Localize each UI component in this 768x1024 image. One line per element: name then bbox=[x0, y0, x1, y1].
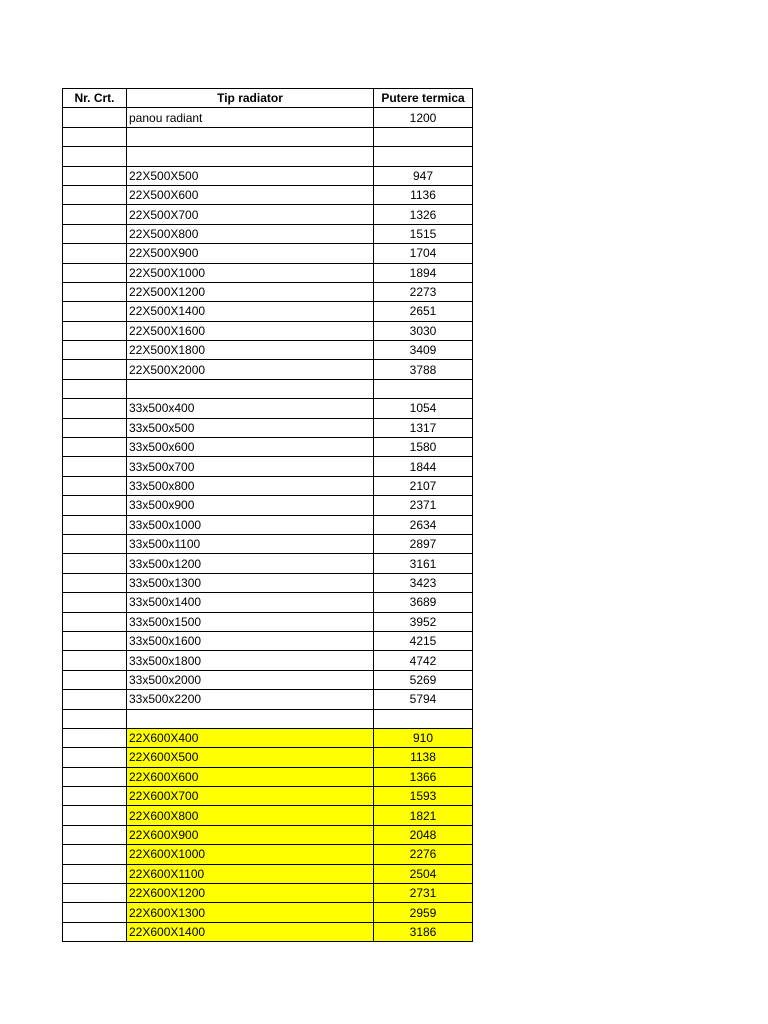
table-row bbox=[63, 321, 473, 340]
cell-nr-crt[interactable] bbox=[63, 651, 127, 670]
cell-nr-crt[interactable] bbox=[63, 205, 127, 224]
table-row bbox=[63, 360, 473, 379]
table-row bbox=[63, 903, 473, 922]
cell-tip-radiator[interactable]: 22X500X700 bbox=[127, 205, 374, 224]
cell-tip-radiator[interactable]: 22X500X600 bbox=[127, 185, 374, 204]
cell-putere-termica[interactable] bbox=[374, 379, 473, 398]
table-row bbox=[63, 224, 473, 243]
cell-nr-crt[interactable] bbox=[63, 767, 127, 786]
cell-tip-radiator[interactable]: 33x500x1200 bbox=[127, 554, 374, 573]
cell-nr-crt[interactable] bbox=[63, 748, 127, 767]
cell-tip-radiator[interactable]: 22X600X1200 bbox=[127, 884, 374, 903]
table-row bbox=[63, 476, 473, 495]
cell-putere-termica[interactable]: 2371 bbox=[374, 496, 473, 515]
cell-nr-crt[interactable] bbox=[63, 244, 127, 263]
cell-tip-radiator[interactable]: 22X600X900 bbox=[127, 825, 374, 844]
cell-tip-radiator[interactable]: 33x500x400 bbox=[127, 399, 374, 418]
cell-putere-termica[interactable]: 1138 bbox=[374, 748, 473, 767]
cell-nr-crt[interactable] bbox=[63, 670, 127, 689]
cell-putere-termica[interactable]: 1054 bbox=[374, 399, 473, 418]
cell-putere-termica[interactable]: 3423 bbox=[374, 573, 473, 592]
cell-tip-radiator[interactable]: 22X600X1100 bbox=[127, 864, 374, 883]
cell-nr-crt[interactable] bbox=[63, 709, 127, 728]
cell-putere-termica[interactable]: 3409 bbox=[374, 341, 473, 360]
cell-putere-termica[interactable]: 2897 bbox=[374, 534, 473, 553]
table-row bbox=[63, 418, 473, 437]
cell-tip-radiator[interactable] bbox=[127, 379, 374, 398]
cell-tip-radiator[interactable]: 22X600X1300 bbox=[127, 903, 374, 922]
cell-tip-radiator[interactable]: 22X500X1000 bbox=[127, 263, 374, 282]
cell-tip-radiator[interactable]: 22X500X1800 bbox=[127, 341, 374, 360]
cell-nr-crt[interactable] bbox=[63, 166, 127, 185]
cell-nr-crt[interactable] bbox=[63, 263, 127, 282]
table-row bbox=[63, 534, 473, 553]
cell-putere-termica[interactable]: 1704 bbox=[374, 244, 473, 263]
cell-tip-radiator[interactable]: panou radiant bbox=[127, 108, 374, 127]
cell-nr-crt[interactable] bbox=[63, 922, 127, 941]
cell-putere-termica[interactable] bbox=[374, 147, 473, 166]
cell-nr-crt[interactable] bbox=[63, 612, 127, 631]
header-nr-crt[interactable]: Nr. Crt. bbox=[63, 89, 127, 108]
cell-tip-radiator[interactable]: 33x500x1400 bbox=[127, 593, 374, 612]
cell-tip-radiator[interactable]: 22X600X1400 bbox=[127, 922, 374, 941]
cell-putere-termica[interactable]: 1326 bbox=[374, 205, 473, 224]
cell-tip-radiator[interactable]: 22X600X800 bbox=[127, 806, 374, 825]
cell-nr-crt[interactable] bbox=[63, 903, 127, 922]
table-row bbox=[63, 631, 473, 650]
cell-putere-termica[interactable]: 1366 bbox=[374, 767, 473, 786]
cell-putere-termica[interactable]: 3186 bbox=[374, 922, 473, 941]
table-row bbox=[63, 690, 473, 709]
cell-nr-crt[interactable] bbox=[63, 457, 127, 476]
cell-putere-termica[interactable] bbox=[374, 709, 473, 728]
cell-nr-crt[interactable] bbox=[63, 573, 127, 592]
cell-nr-crt[interactable] bbox=[63, 341, 127, 360]
cell-putere-termica[interactable]: 2273 bbox=[374, 282, 473, 301]
table-row bbox=[63, 787, 473, 806]
table-row bbox=[63, 166, 473, 185]
cell-putere-termica[interactable]: 3788 bbox=[374, 360, 473, 379]
cell-tip-radiator[interactable]: 33x500x1100 bbox=[127, 534, 374, 553]
cell-tip-radiator[interactable]: 33x500x1500 bbox=[127, 612, 374, 631]
cell-putere-termica[interactable]: 1317 bbox=[374, 418, 473, 437]
cell-putere-termica[interactable]: 5269 bbox=[374, 670, 473, 689]
cell-nr-crt[interactable] bbox=[63, 534, 127, 553]
cell-tip-radiator[interactable]: 33x500x2000 bbox=[127, 670, 374, 689]
table-row bbox=[63, 341, 473, 360]
cell-nr-crt[interactable] bbox=[63, 884, 127, 903]
cell-nr-crt[interactable] bbox=[63, 185, 127, 204]
cell-nr-crt[interactable] bbox=[63, 515, 127, 534]
cell-tip-radiator[interactable]: 33x500x2200 bbox=[127, 690, 374, 709]
cell-nr-crt[interactable] bbox=[63, 825, 127, 844]
table-row bbox=[63, 554, 473, 573]
table-row bbox=[63, 282, 473, 301]
table-row bbox=[63, 496, 473, 515]
table-row bbox=[63, 728, 473, 747]
cell-putere-termica[interactable]: 1821 bbox=[374, 806, 473, 825]
cell-nr-crt[interactable] bbox=[63, 806, 127, 825]
table-row bbox=[63, 845, 473, 864]
cell-nr-crt[interactable] bbox=[63, 399, 127, 418]
cell-nr-crt[interactable] bbox=[63, 864, 127, 883]
cell-tip-radiator[interactable]: 33x500x1000 bbox=[127, 515, 374, 534]
spreadsheet bbox=[62, 88, 472, 942]
cell-putere-termica[interactable]: 2959 bbox=[374, 903, 473, 922]
cell-putere-termica[interactable]: 2731 bbox=[374, 884, 473, 903]
cell-putere-termica[interactable]: 2048 bbox=[374, 825, 473, 844]
cell-tip-radiator[interactable]: 22X500X500 bbox=[127, 166, 374, 185]
cell-putere-termica[interactable]: 4742 bbox=[374, 651, 473, 670]
cell-putere-termica[interactable]: 3161 bbox=[374, 554, 473, 573]
cell-tip-radiator[interactable]: 22X500X1400 bbox=[127, 302, 374, 321]
cell-tip-radiator[interactable] bbox=[127, 147, 374, 166]
table-row bbox=[63, 147, 473, 166]
cell-nr-crt[interactable] bbox=[63, 147, 127, 166]
cell-nr-crt[interactable] bbox=[63, 476, 127, 495]
cell-nr-crt[interactable] bbox=[63, 845, 127, 864]
cell-tip-radiator[interactable]: 22X600X1000 bbox=[127, 845, 374, 864]
table-row bbox=[63, 922, 473, 941]
table-row bbox=[63, 263, 473, 282]
cell-putere-termica[interactable]: 1844 bbox=[374, 457, 473, 476]
table-row bbox=[63, 864, 473, 883]
header-row bbox=[63, 89, 473, 108]
cell-putere-termica[interactable]: 1136 bbox=[374, 185, 473, 204]
cell-nr-crt[interactable] bbox=[63, 631, 127, 650]
cell-putere-termica[interactable]: 2107 bbox=[374, 476, 473, 495]
cell-putere-termica[interactable]: 3689 bbox=[374, 593, 473, 612]
cell-putere-termica[interactable]: 4215 bbox=[374, 631, 473, 650]
cell-tip-radiator[interactable]: 33x500x900 bbox=[127, 496, 374, 515]
cell-tip-radiator[interactable]: 33x500x1300 bbox=[127, 573, 374, 592]
cell-tip-radiator[interactable]: 33x500x1600 bbox=[127, 631, 374, 650]
cell-nr-crt[interactable] bbox=[63, 593, 127, 612]
cell-tip-radiator[interactable] bbox=[127, 709, 374, 728]
cell-nr-crt[interactable] bbox=[63, 321, 127, 340]
cell-putere-termica[interactable]: 1894 bbox=[374, 263, 473, 282]
table-row bbox=[63, 302, 473, 321]
cell-tip-radiator[interactable]: 22X500X900 bbox=[127, 244, 374, 263]
table-row bbox=[63, 438, 473, 457]
radiator-table bbox=[62, 88, 473, 942]
table-row bbox=[63, 185, 473, 204]
cell-putere-termica[interactable] bbox=[374, 127, 473, 146]
cell-tip-radiator[interactable]: 22X500X1600 bbox=[127, 321, 374, 340]
cell-putere-termica[interactable]: 3030 bbox=[374, 321, 473, 340]
table-row bbox=[63, 670, 473, 689]
cell-putere-termica[interactable]: 2504 bbox=[374, 864, 473, 883]
cell-putere-termica[interactable]: 5794 bbox=[374, 690, 473, 709]
table-row bbox=[63, 593, 473, 612]
table-row bbox=[63, 457, 473, 476]
table-row bbox=[63, 709, 473, 728]
cell-nr-crt[interactable] bbox=[63, 302, 127, 321]
table-row bbox=[63, 806, 473, 825]
cell-nr-crt[interactable] bbox=[63, 127, 127, 146]
cell-nr-crt[interactable] bbox=[63, 379, 127, 398]
cell-tip-radiator[interactable]: 22X600X600 bbox=[127, 767, 374, 786]
cell-nr-crt[interactable] bbox=[63, 554, 127, 573]
table-row bbox=[63, 573, 473, 592]
table-row bbox=[63, 884, 473, 903]
cell-tip-radiator[interactable]: 22X500X2000 bbox=[127, 360, 374, 379]
cell-nr-crt[interactable] bbox=[63, 496, 127, 515]
cell-tip-radiator[interactable]: 33x500x700 bbox=[127, 457, 374, 476]
cell-putere-termica[interactable]: 947 bbox=[374, 166, 473, 185]
table-row bbox=[63, 748, 473, 767]
table-row bbox=[63, 379, 473, 398]
cell-tip-radiator[interactable]: 22X600X500 bbox=[127, 748, 374, 767]
cell-tip-radiator[interactable]: 33x500x600 bbox=[127, 438, 374, 457]
header-putere-termica[interactable]: Putere termica bbox=[374, 89, 473, 108]
table-body bbox=[63, 108, 473, 942]
cell-tip-radiator[interactable]: 33x500x800 bbox=[127, 476, 374, 495]
cell-tip-radiator[interactable]: 22X600X400 bbox=[127, 728, 374, 747]
cell-tip-radiator[interactable] bbox=[127, 127, 374, 146]
cell-nr-crt[interactable] bbox=[63, 282, 127, 301]
cell-putere-termica[interactable]: 910 bbox=[374, 728, 473, 747]
table-row bbox=[63, 205, 473, 224]
cell-nr-crt[interactable] bbox=[63, 108, 127, 127]
cell-tip-radiator[interactable]: 22X600X700 bbox=[127, 787, 374, 806]
cell-nr-crt[interactable] bbox=[63, 438, 127, 457]
table-row bbox=[63, 825, 473, 844]
cell-nr-crt[interactable] bbox=[63, 787, 127, 806]
table-row bbox=[63, 767, 473, 786]
cell-tip-radiator[interactable]: 33x500x1800 bbox=[127, 651, 374, 670]
table-row bbox=[63, 399, 473, 418]
cell-putere-termica[interactable]: 1515 bbox=[374, 224, 473, 243]
table-row bbox=[63, 515, 473, 534]
table-row bbox=[63, 612, 473, 631]
table-row bbox=[63, 651, 473, 670]
cell-nr-crt[interactable] bbox=[63, 418, 127, 437]
cell-putere-termica[interactable]: 3952 bbox=[374, 612, 473, 631]
cell-putere-termica[interactable]: 1593 bbox=[374, 787, 473, 806]
cell-putere-termica[interactable]: 2651 bbox=[374, 302, 473, 321]
table-row bbox=[63, 108, 473, 127]
cell-putere-termica[interactable]: 1580 bbox=[374, 438, 473, 457]
cell-putere-termica[interactable]: 1200 bbox=[374, 108, 473, 127]
header-tip-radiator[interactable]: Tip radiator bbox=[127, 89, 374, 108]
cell-nr-crt[interactable] bbox=[63, 224, 127, 243]
cell-nr-crt[interactable] bbox=[63, 690, 127, 709]
cell-tip-radiator[interactable]: 22X500X1200 bbox=[127, 282, 374, 301]
table-row bbox=[63, 244, 473, 263]
table-row bbox=[63, 127, 473, 146]
cell-tip-radiator[interactable]: 22X500X800 bbox=[127, 224, 374, 243]
cell-nr-crt[interactable] bbox=[63, 360, 127, 379]
cell-tip-radiator[interactable]: 33x500x500 bbox=[127, 418, 374, 437]
cell-putere-termica[interactable]: 2276 bbox=[374, 845, 473, 864]
cell-putere-termica[interactable]: 2634 bbox=[374, 515, 473, 534]
cell-nr-crt[interactable] bbox=[63, 728, 127, 747]
